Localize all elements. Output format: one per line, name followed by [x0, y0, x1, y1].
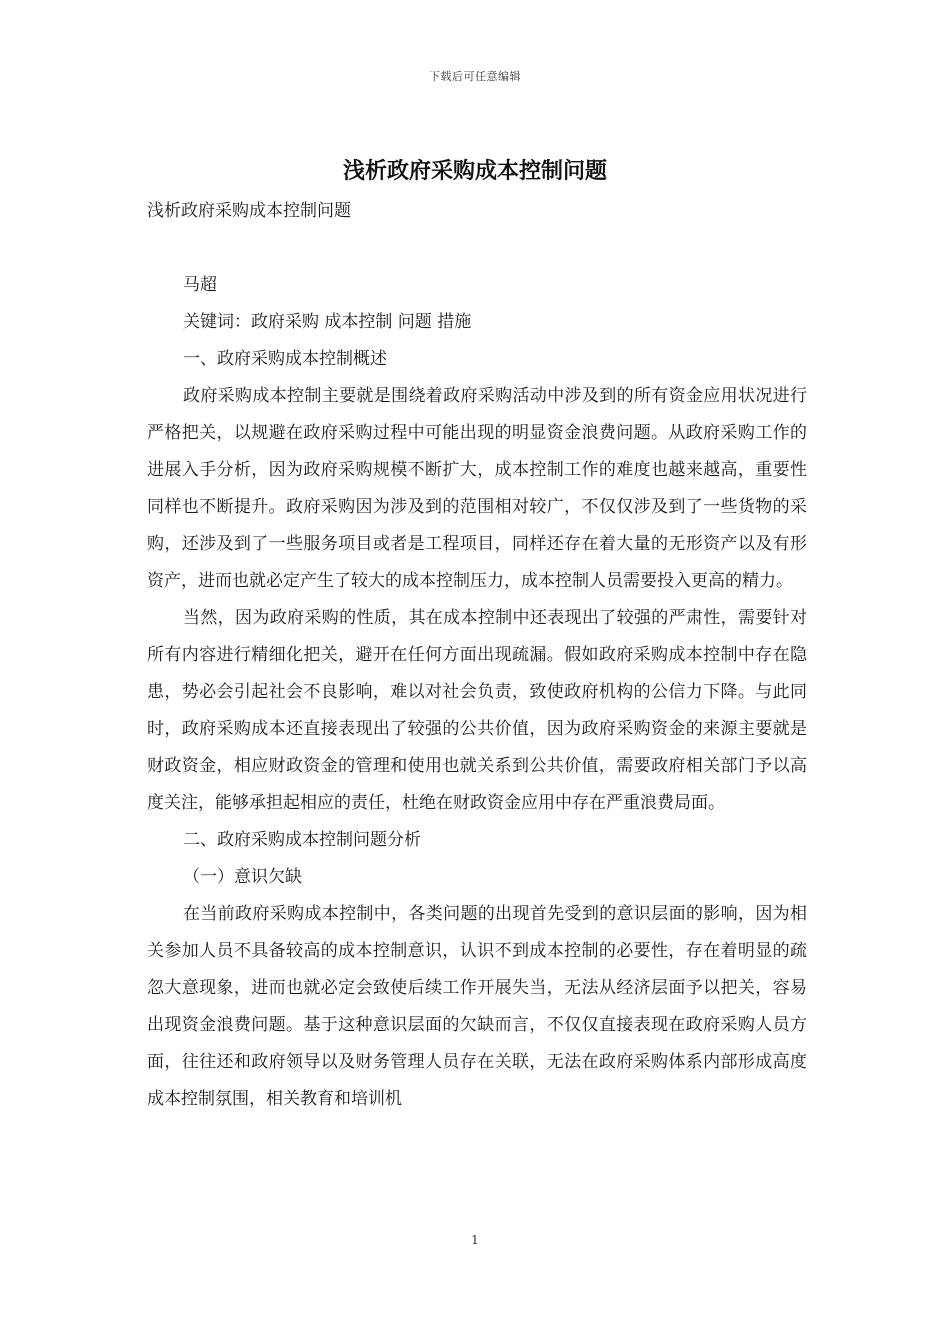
document-subtitle: 浅析政府采购成本控制问题 — [147, 201, 351, 221]
header-note: 下载后可任意编辑 — [429, 70, 521, 83]
body-paragraph: 政府采购成本控制主要就是围绕着政府采购活动中涉及到的所有资金应用状况进行严格把关，以规避在政府采购过程中可能出现的明显资金浪费问题。从政府采购工作的进展入手分析，因为政府采购规模不断扩大，成本控制工作的难度也越来越高，重要性同样也不断提升。政府采购因为涉及到的范围相对较广，不仅仅涉及到了一些货物的采购，还涉及到了一些服务项目或者是工程项目，同样还存在着大量的无形资产以及有形资产，进而也就必定产生了较大的成本控制压力，成本控制人员需要投入更高的精力。 — [147, 386, 807, 591]
section-heading-2: 二、政府采购成本控制问题分析 — [183, 830, 421, 850]
keywords-line: 关键词：政府采购 成本控制 问题 措施 — [183, 312, 472, 332]
document-body — [147, 193, 807, 1118]
document-title: 浅析政府采购成本控制问题 — [342, 158, 607, 184]
section-heading-1: 一、政府采购成本控制概述 — [183, 349, 387, 369]
body-paragraph: 在当前政府采购成本控制中，各类问题的出现首先受到的意识层面的影响，因为相关参加人员不具备较高的成本控制意识，认识不到成本控制的必要性，存在着明显的疏忽大意现象，进而也就必定会致使后续工作开展失当，无法从经济层面予以把关，容易出现资金浪费问题。基于这种意识层面的欠缺而言，不仅仅直接表现在政府采购人员方面，往往还和政府领导以及财务管理人员存在关联，无法在政府采购体系内部形成高度成本控制氛围，相关教育和培训机 — [147, 904, 807, 1109]
body-paragraph: 当然，因为政府采购的性质，其在成本控制中还表现出了较强的严肃性，需要针对所有内容进行精细化把关，避开在任何方面出现疏漏。假如政府采购成本控制中存在隐患，势必会引起社会不良影响，难以对社会负责，致使政府机构的公信力下降。与此同时，政府采购成本还直接表现出了较强的公共价值，因为政府采购资金的来源主要就是财政资金，相应财政资金的管理和使用也就关系到公共价值，需要政府相关部门予以高度关注，能够承担起相应的责任，杜绝在财政资金应用中存在严重浪费局面。 — [147, 608, 807, 813]
author-line: 马超 — [183, 275, 217, 295]
page-number: 1 — [471, 1233, 479, 1247]
subsection-heading-1: （一）意识欠缺 — [183, 867, 302, 887]
